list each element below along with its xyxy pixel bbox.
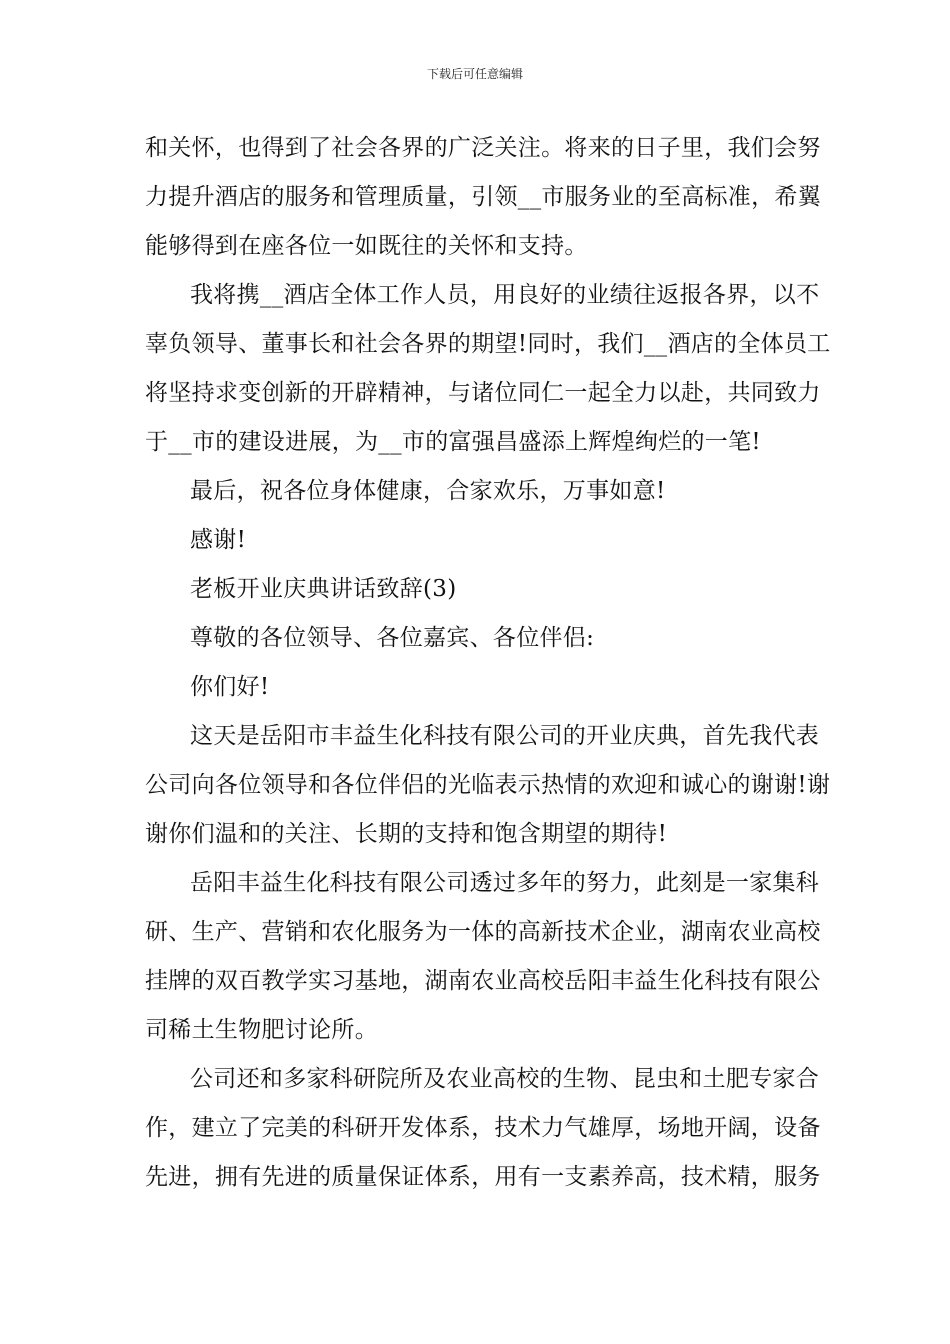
- document-body: [145, 128, 831, 1206]
- text-line: 岳阳丰益生化科技有限公司透过多年的努力，此刻是一家集科: [190, 870, 820, 896]
- page-header: 下载后可任意编辑: [426, 67, 523, 81]
- text-line: 公司向各位领导和各位伴侣的光临表示热情的欢迎和诚心的谢谢!谢: [145, 772, 831, 798]
- text-line: 将坚持求变创新的开辟精神，与诸位同仁一起全力以赴，共同致力: [145, 380, 821, 406]
- greeting: 你们好!: [190, 674, 270, 700]
- text-line: 挂牌的双百教学实习基地，湖南农业高校岳阳丰益生化科技有限公: [145, 968, 821, 994]
- text-line: 辜负领导、董事长和社会各界的期望!同时，我们__酒店的全体员工: [145, 331, 831, 357]
- text-line: 先进，拥有先进的质量保证体系，用有一支素养高，技术精，服务: [145, 1164, 821, 1190]
- text-line: 我将携__酒店全体工作人员，用良好的业绩往返报各界，以不: [190, 282, 820, 308]
- text-line: 这天是岳阳市丰益生化科技有限公司的开业庆典，首先我代表: [190, 723, 820, 749]
- salutation: 尊敬的各位领导、各位嘉宾、各位伴侣:: [190, 625, 595, 651]
- text-line: 力提升酒店的服务和管理质量，引领__市服务业的至高标准，希翼: [145, 184, 821, 210]
- text-line: 作，建立了完美的科研开发体系，技术力气雄厚，场地开阔，设备: [145, 1115, 821, 1141]
- section-heading: 老板开业庆典讲话致辞(3): [190, 576, 457, 602]
- text-line: 司稀土生物肥讨论所。: [145, 1017, 378, 1043]
- text-line: 公司还和多家科研院所及农业高校的生物、昆虫和土肥专家合: [190, 1066, 820, 1092]
- text-line: 于__市的建设进展，为__市的富强昌盛添上辉煌绚烂的一笔!: [145, 429, 761, 455]
- text-line: 和关怀，也得到了社会各界的广泛关注。将来的日子里，我们会努: [145, 135, 821, 161]
- text-line: 研、生产、营销和农化服务为一体的高新技术企业，湖南农业高校: [145, 919, 821, 945]
- text-line: 感谢!: [190, 527, 247, 553]
- text-line: 谢你们温和的关注、长期的支持和饱含期望的期待!: [145, 821, 668, 847]
- text-line: 最后，祝各位身体健康，合家欢乐，万事如意!: [190, 478, 666, 504]
- text-line: 能够得到在座各位一如既往的关怀和支持。: [145, 233, 588, 259]
